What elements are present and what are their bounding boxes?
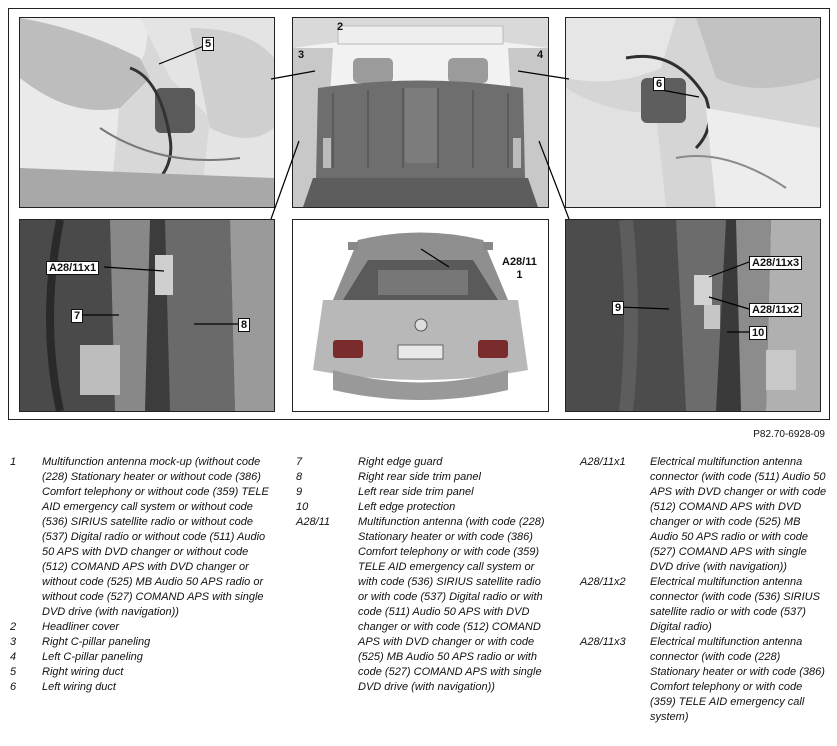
figure-reference-code: P82.70-6928-09: [753, 429, 825, 440]
legend-key: 10: [296, 501, 309, 513]
legend-item: [296, 500, 550, 515]
panel-bottom-center: [292, 219, 549, 412]
legend-key: 1: [10, 456, 17, 468]
callout-4: 4: [537, 49, 544, 61]
legend-item: [580, 455, 830, 575]
legend-key: 9: [296, 486, 303, 498]
legend-item: [10, 650, 272, 665]
photo-rear-seat-interior: [293, 18, 548, 207]
callout-2: 2: [337, 21, 344, 33]
callout-3: 3: [298, 49, 305, 61]
legend-description: Right rear side trim panel: [358, 471, 481, 483]
photo-left-wiring-duct: [566, 18, 820, 207]
legend-description: Left edge protection: [358, 501, 456, 513]
legend-key: 7: [296, 456, 303, 468]
legend-key: A28/11: [296, 516, 331, 528]
legend-item: [580, 635, 830, 725]
callout-10: 10: [749, 326, 767, 340]
legend-item: [296, 485, 550, 500]
callout-a28-11-code: A28/11: [502, 256, 537, 268]
figure-frame: [8, 8, 830, 420]
illustration-vehicle-rear: [293, 220, 548, 411]
panel-top-center: [292, 17, 549, 208]
legend-column-2: [296, 455, 550, 695]
legend-description: Left rear side trim panel: [358, 486, 474, 498]
photo-right-wiring-duct: [20, 18, 274, 207]
legend-description: Right wiring duct: [42, 666, 124, 678]
legend-item: [10, 620, 272, 635]
photo-right-trim-panel: [20, 220, 274, 411]
panel-bottom-left: [19, 219, 275, 412]
legend-description: Right edge guard: [358, 456, 443, 468]
callout-5: 5: [202, 37, 214, 51]
legend-description: Headliner cover: [42, 621, 120, 633]
panel-top-left: [19, 17, 275, 208]
legend-key: 5: [10, 666, 17, 678]
legend-item: [580, 575, 830, 635]
callout-a28-11: [500, 256, 539, 282]
legend-key: 6: [10, 681, 17, 693]
callout-9: 9: [612, 301, 624, 315]
legend-item: [10, 455, 272, 620]
legend-item: [296, 470, 550, 485]
legend-description: Multifunction antenna (with code (228) Stationary heater or with code (386) Comfort telephony or with code (359) TELE AID emergency call system or with code (536) SIRIUS satellite radio or with code (537) Digital radio or with code (511) Audio 50 APS with DVD changer or with code (512) COMAND APS with DVD changer or with code (525) MB Audio 50 APS radio or with code (527) COMAND APS with single DVD drive (with navigation)): [358, 516, 545, 693]
panel-top-right: [565, 17, 821, 208]
legend-item: [10, 665, 272, 680]
legend-description: Multifunction antenna mock-up (without code (228) Stationary heater or without code (386) Comfort telephony or without code (359) TELE AID emergency call system or without code (536) SIRIUS satellite radio or without code (537) Digital radio or without code (511) Audio 50 APS with DVD changer or without code (512) COMAND APS with DVD changer or without code (525) MB Audio 50 APS radio or without code (527) COMAND APS with single DVD drive (with navigation)): [42, 456, 269, 618]
legend-key: A28/11x1: [580, 456, 626, 468]
legend-description: Left wiring duct: [42, 681, 116, 693]
callout-a28-11x3: A28/11x3: [749, 256, 802, 270]
legend-key: 8: [296, 471, 303, 483]
callout-7: 7: [71, 309, 83, 323]
legend-key: A28/11x3: [580, 636, 626, 648]
legend-key: 2: [10, 621, 17, 633]
legend-item: [296, 455, 550, 470]
legend-description: Electrical multifunction antenna connector (with code (511) Audio 50 APS with DVD changer or with code (512) COMAND APS with DVD changer or with code (525) MB Audio 50 APS radio or with code (527) COMAND APS with single DVD drive (with navigation)): [650, 456, 827, 573]
legend-item: [10, 680, 272, 695]
legend-item: [296, 515, 550, 695]
legend-column-1: [10, 455, 272, 695]
legend-description: Right C-pillar paneling: [42, 636, 151, 648]
legend-description: Electrical multifunction antenna connector (with code (536) SIRIUS satellite radio or with code (537) Digital radio): [650, 576, 820, 633]
callout-a28-11x2: A28/11x2: [749, 303, 802, 317]
legend-key: 4: [10, 651, 17, 663]
callout-6: 6: [653, 77, 665, 91]
legend-item: [10, 635, 272, 650]
legend-key: A28/11x2: [580, 576, 626, 588]
legend-key: 3: [10, 636, 17, 648]
legend-column-3: [580, 455, 830, 725]
legend-description: Left C-pillar paneling: [42, 651, 143, 663]
callout-8: 8: [238, 318, 250, 332]
legend-description: Electrical multifunction antenna connector (with code (228) Stationary heater or with code (386) Comfort telephony or with code (359) TELE AID emergency call system): [650, 636, 825, 723]
callout-1: 1: [516, 269, 523, 281]
callout-a28-11x1: A28/11x1: [46, 261, 99, 275]
